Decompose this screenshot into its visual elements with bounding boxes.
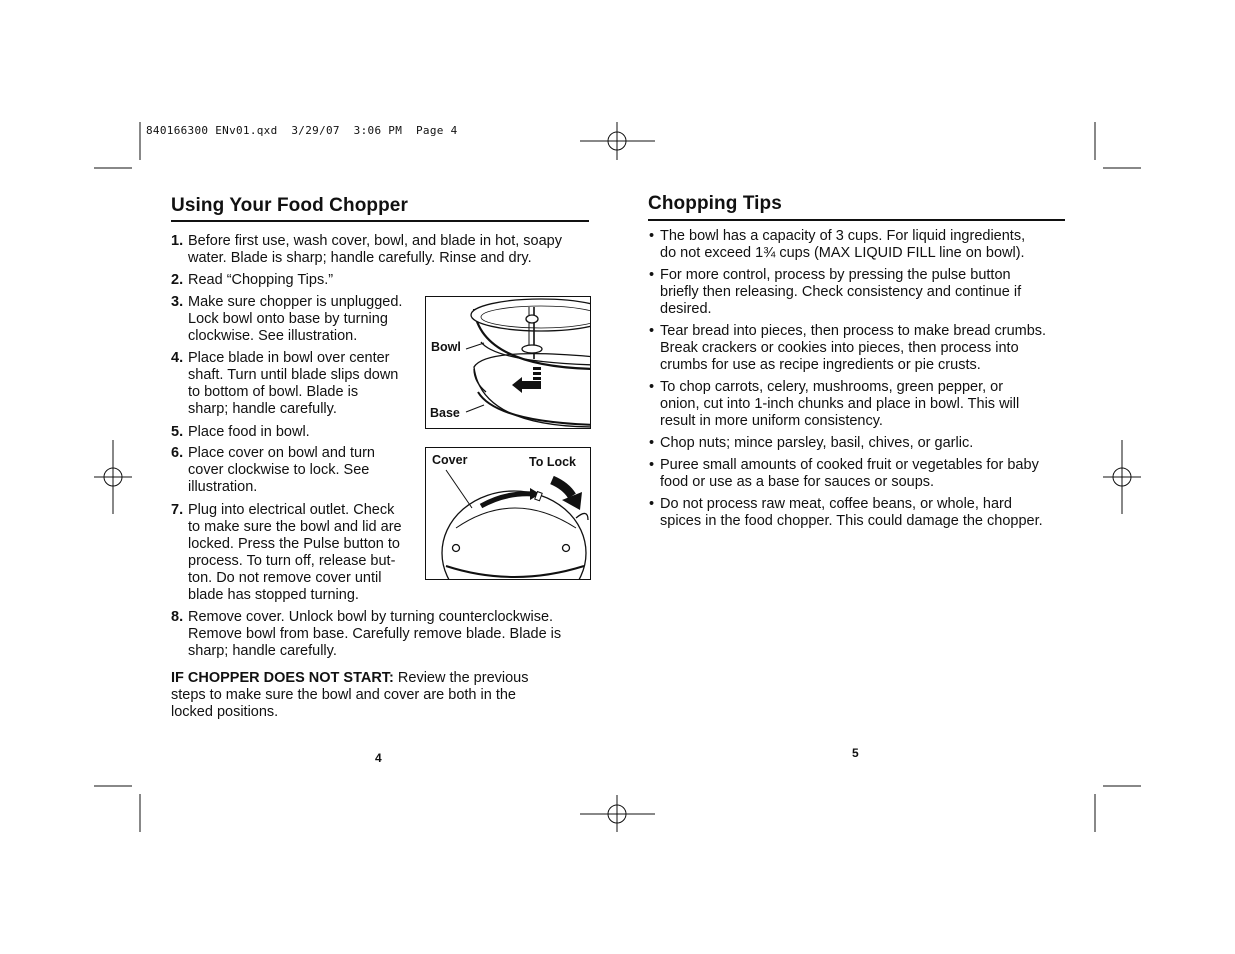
page-number-left: 4 [375,751,382,765]
right-heading-rule [648,219,1065,221]
bowl-label: Bowl [431,340,461,354]
registration-mark-left [94,440,132,514]
file-slug: 840166300 ENv01.qxd 3/29/07 3:06 PM Page 4 [146,124,458,137]
registration-mark-top [580,122,655,160]
right-page-heading: Chopping Tips [648,193,782,214]
left-heading-rule [171,220,589,222]
page-number-right: 5 [852,746,859,760]
cover-label: Cover [432,453,468,467]
bowl-base-illustration [425,296,591,429]
registration-mark-bottom [580,795,655,832]
to-lock-label: To Lock [529,455,576,469]
left-page-heading: Using Your Food Chopper [171,195,408,216]
base-label: Base [430,406,460,420]
registration-mark-right [1103,440,1141,514]
cover-lock-illustration [425,447,591,580]
troubleshoot-note: IF CHOPPER DOES NOT START: Review the previous steps to make sure the bowl and cover are both in the locked positions. [171,670,529,720]
